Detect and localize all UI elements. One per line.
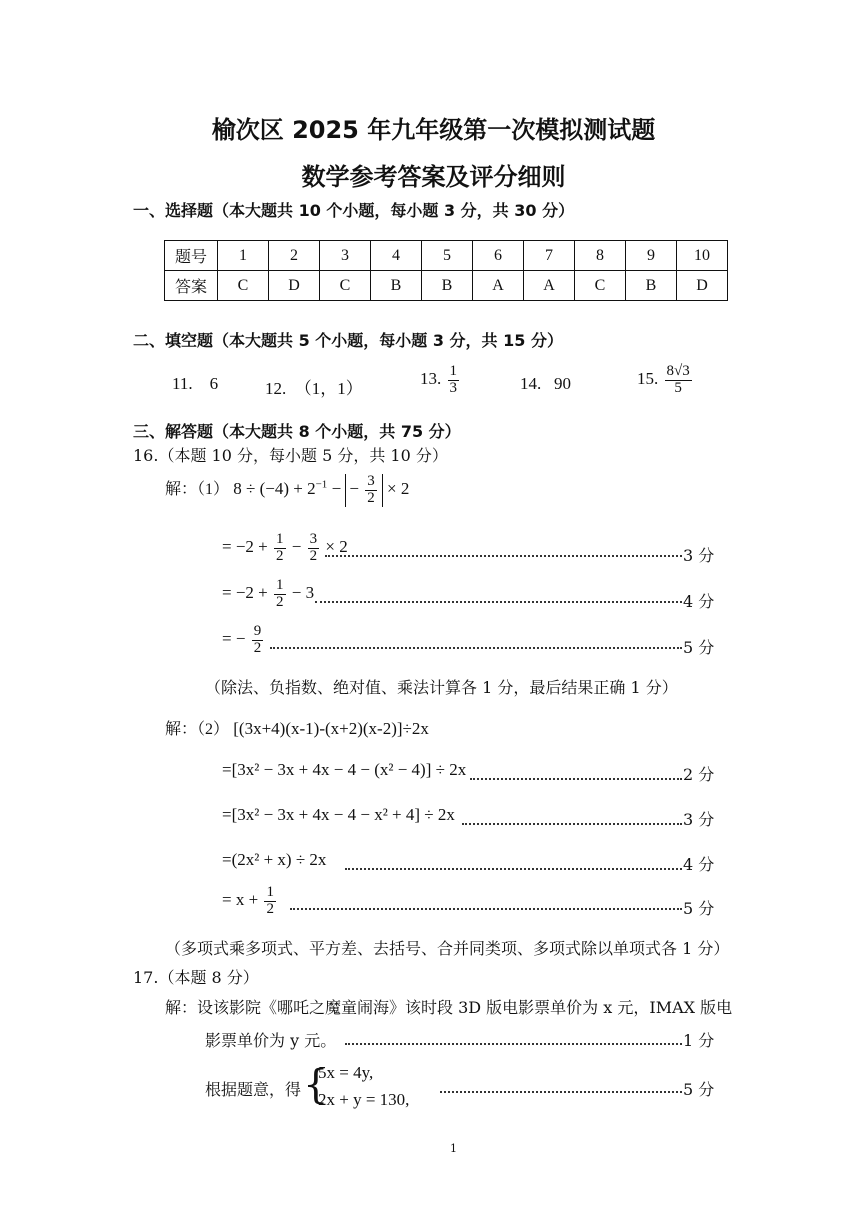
- absolute-value: [345, 474, 382, 507]
- score-label: 5 分: [683, 899, 715, 918]
- dotted-leader: [315, 601, 682, 603]
- table-cell: 6: [473, 241, 524, 271]
- denominator: 2: [276, 593, 284, 610]
- dotted-leader: [470, 778, 682, 780]
- table-row: [165, 241, 728, 271]
- score-label: 2 分: [683, 765, 715, 784]
- table-cell: 9: [626, 241, 677, 271]
- q16-header: 16.（本题 10 分，每小题 5 分，共 10 分）: [133, 446, 448, 465]
- dotted-leader: [345, 1043, 682, 1045]
- table-cell: 3: [320, 241, 371, 271]
- denominator: 3: [449, 379, 457, 396]
- table-cell: 7: [524, 241, 575, 271]
- expr-exponent: −1: [315, 478, 328, 491]
- question-number: 11.: [172, 374, 193, 393]
- q17-line2: 影票单价为 y 元。: [205, 1031, 337, 1050]
- q17-line3-label: 根据题意，得: [205, 1080, 302, 1099]
- q16-part1-step2: [222, 578, 314, 611]
- question-number: 14.: [520, 374, 542, 393]
- denominator: 2: [276, 547, 284, 564]
- q16-part2-step2: =[3x² − 3x + 4x − 4 − x² + 4] ÷ 2x: [222, 805, 455, 824]
- table-cell: B: [626, 271, 677, 301]
- fraction: [264, 885, 276, 918]
- score-label: 4 分: [683, 855, 715, 874]
- q16-part2-step3: =(2x² + x) ÷ 2x: [222, 850, 327, 869]
- question-number: 15.: [637, 369, 659, 389]
- q16-part1-step3: [222, 624, 265, 657]
- score-label: 3 分: [683, 810, 715, 829]
- equation-2: 2x + y = 130,: [318, 1090, 410, 1109]
- numerator: 1: [449, 363, 457, 379]
- score-label: 5 分: [683, 1080, 715, 1099]
- numerator: 1: [266, 884, 274, 900]
- fraction: [308, 532, 320, 565]
- dotted-leader: [345, 868, 682, 870]
- q16-part2-note: （多项式乘多项式、平方差、去括号、合并同类项、多项式除以单项式各 1 分）: [165, 939, 730, 958]
- numerator: 9: [253, 623, 262, 639]
- q16-part1-step1: [222, 532, 348, 565]
- step-text: = −2 +: [222, 583, 268, 603]
- step-text: = −: [222, 629, 246, 649]
- question-number: 12.: [265, 379, 287, 398]
- table-cell: B: [422, 271, 473, 301]
- numerator: 1: [276, 531, 284, 547]
- table-row: [165, 271, 728, 301]
- table-cell: B: [371, 271, 422, 301]
- q17-line1: 解：设该影院《哪吒之魔童闹海》该时段 3D 版电影票单价为 x 元，IMAX 版电: [165, 998, 733, 1017]
- answer-value: （1，1）: [294, 379, 363, 398]
- fraction: [274, 578, 286, 611]
- step-text: −: [291, 537, 302, 557]
- denominator: 5: [674, 379, 682, 396]
- numerator: 3: [367, 473, 375, 489]
- expr-tail: × 2: [387, 479, 410, 499]
- fill-answer-12: [265, 374, 363, 399]
- q16-part2-step4: [222, 885, 278, 918]
- section2-heading: 二、填空题（本大题共 5 个小题，每小题 3 分，共 15 分）: [133, 331, 563, 350]
- fill-answer-15: [637, 364, 694, 397]
- expr-minus: −: [327, 479, 346, 499]
- table-cell: 5: [422, 241, 473, 271]
- step-text: = −2 +: [222, 537, 268, 557]
- q17-header: 17.（本题 8 分）: [133, 968, 259, 987]
- dotted-leader: [270, 647, 682, 649]
- fraction: [252, 624, 264, 657]
- q16-part1-note: （除法、负指数、绝对值、乘法计算各 1 分，最后结果正确 1 分）: [205, 678, 678, 697]
- answer-value: 6: [209, 374, 219, 393]
- table-cell: D: [269, 271, 320, 301]
- score-label: 4 分: [683, 592, 715, 611]
- step-text: × 2: [325, 537, 348, 557]
- row-label-number: 题号: [165, 241, 218, 271]
- fraction: [274, 532, 286, 565]
- section1-heading: 一、选择题（本大题共 10 个小题，每小题 3 分，共 30 分）: [133, 201, 575, 220]
- score-label: 1 分: [683, 1031, 715, 1050]
- table-cell: C: [320, 271, 371, 301]
- table-cell: 10: [677, 241, 728, 271]
- numerator: 8√3: [666, 363, 690, 379]
- answer-table: [164, 240, 728, 301]
- table-cell: C: [218, 271, 269, 301]
- score-label: 3 分: [683, 546, 715, 565]
- system-brace: {: [303, 1062, 329, 1108]
- question-number: 13.: [420, 369, 442, 389]
- table-cell: 2: [269, 241, 320, 271]
- numerator: 3: [309, 531, 318, 547]
- denominator: 2: [266, 900, 274, 917]
- table-cell: A: [524, 271, 575, 301]
- expr-lead: 8 ÷ (−4) + 2: [233, 479, 316, 499]
- expr-text: [(3x+4)(x-1)-(x+2)(x-2)]÷2x: [233, 719, 429, 738]
- answer-fraction: [665, 364, 692, 397]
- page-number: 1: [450, 1142, 457, 1155]
- row-label-answer: 答案: [165, 271, 218, 301]
- dotted-leader: [440, 1091, 682, 1093]
- table-cell: A: [473, 271, 524, 301]
- denominator: 2: [309, 547, 318, 564]
- solution-label: 解：（2）: [165, 721, 230, 738]
- doc-title: 榆次区 2025 年九年级第一次模拟测试题: [211, 116, 656, 144]
- fill-answer-11: [172, 374, 218, 394]
- table-cell: 1: [218, 241, 269, 271]
- q16-part1-expression: [165, 474, 409, 507]
- answer-fraction: [448, 364, 460, 397]
- dotted-leader: [290, 908, 682, 910]
- abs-sign: −: [349, 479, 359, 499]
- table-cell: D: [677, 271, 728, 301]
- q16-part2-step1: =[3x² − 3x + 4x − 4 − (x² − 4)] ÷ 2x: [222, 760, 467, 779]
- solution-label: 解：（1）: [165, 481, 230, 499]
- fill-answer-14: [520, 374, 571, 394]
- table-cell: 4: [371, 241, 422, 271]
- score-label: 5 分: [683, 638, 715, 657]
- fill-answer-13: [420, 364, 461, 397]
- step-text: = x +: [222, 890, 259, 910]
- denominator: 2: [367, 489, 375, 506]
- table-cell: C: [575, 271, 626, 301]
- q16-part2-expression: [165, 716, 429, 739]
- section3-heading: 三、解答题（本大题共 8 个小题，共 75 分）: [133, 422, 461, 441]
- denominator: 2: [253, 639, 262, 656]
- doc-subtitle: 数学参考答案及评分细则: [301, 163, 566, 191]
- dotted-leader: [462, 823, 682, 825]
- answer-value: 90: [554, 374, 571, 393]
- numerator: 1: [276, 577, 284, 593]
- step-text: − 3: [291, 583, 315, 603]
- fraction: [365, 474, 377, 507]
- table-cell: 8: [575, 241, 626, 271]
- equation-1: 5x = 4y,: [318, 1063, 374, 1082]
- dotted-leader: [325, 555, 682, 557]
